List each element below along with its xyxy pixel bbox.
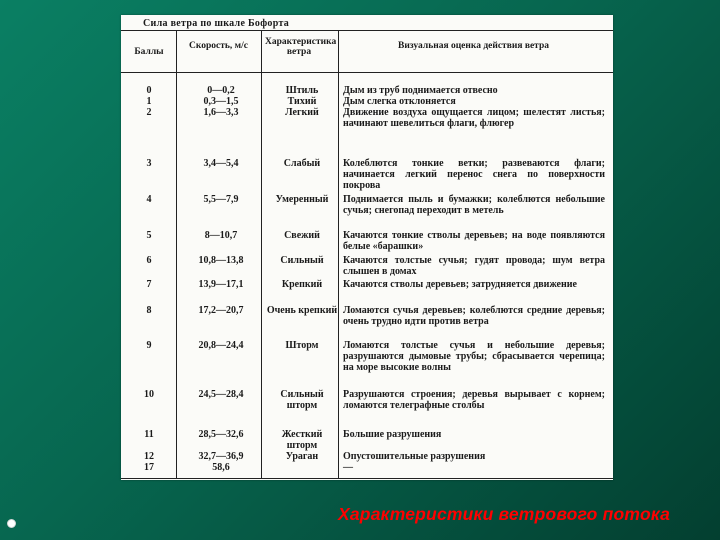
row-speed: 20,8—24,4	[198, 340, 244, 351]
row-description: Поднимается пыль и бумажки; колеблются небольшие сучья; снегопад переходит в метель	[343, 194, 605, 216]
header-characteristic: Характеристика ветра	[265, 37, 337, 57]
row-description: Качаются толстые сучья; гудят провода; шум ветра слышен в домах	[343, 255, 605, 277]
row-description: Качаются тонкие стволы деревьев; на воде появляются белые «барашки»	[343, 230, 605, 252]
table-title: Сила ветра по шкале Бофорта	[143, 18, 290, 29]
beaufort-table-scan	[121, 15, 613, 480]
row-characteristic: Сильный шторм	[280, 389, 324, 411]
row-speed: 13,9—17,1	[198, 279, 244, 290]
row-score: 6	[146, 255, 152, 266]
row-description: Качаются стволы деревьев; затрудняется движение	[343, 279, 577, 290]
row-description: Ломаются сучья деревьев; колеблются средние деревья; очень трудно идти против ветра	[343, 305, 605, 327]
rule-header	[121, 72, 613, 73]
row-characteristic: Крепкий	[281, 279, 323, 290]
row-description: Опустошительные разрушения —	[343, 451, 486, 473]
row-characteristic: Шторм	[285, 340, 319, 351]
row-description: Колеблются тонкие ветки; развеваются флаги; начинается легкий перенос снега по поверхности покрова	[343, 158, 605, 191]
row-score: 9	[146, 340, 152, 351]
row-description: Дым из труб поднимается отвесно Дым слегка отклоняется Движение воздуха ощущается лицом; шелестят листья; начинают шевелиться флаги, флюгер	[343, 85, 605, 129]
row-characteristic: Умеренный	[275, 194, 329, 205]
row-characteristic: Штиль Тихий Легкий	[285, 85, 319, 118]
slide-title: Характеристики ветрового потока	[338, 504, 671, 524]
bullet-icon	[7, 519, 16, 528]
header-speed: Скорость, м/с	[189, 41, 248, 51]
row-description: Большие разрушения	[343, 429, 442, 440]
row-description: Разрушаются строения; деревья вырывает с корнем; ломаются телеграфные столбы	[343, 389, 605, 411]
col-divider-1	[176, 30, 177, 478]
row-speed: 17,2—20,7	[198, 305, 244, 316]
row-score: 10	[144, 389, 154, 400]
row-score: 0 1 2	[146, 85, 152, 118]
row-score: 7	[146, 279, 152, 290]
header-score: Баллы	[134, 47, 164, 57]
rule-top	[121, 30, 613, 31]
row-speed: 8—10,7	[204, 230, 238, 241]
header-description: Визуальная оценка действия ветра	[397, 41, 549, 51]
row-characteristic: Ураган	[285, 451, 319, 462]
rule-bottom	[121, 478, 613, 479]
row-score: 3	[146, 158, 152, 169]
row-characteristic: Очень крепкий	[266, 305, 338, 316]
row-speed: 3,4—5,4	[203, 158, 239, 169]
row-description: Ломаются толстые сучья и небольшие деревья; разрушаются дымовые трубы; сбрасывается черепица; на море высокие волны	[343, 340, 605, 373]
row-speed: 5,5—7,9	[203, 194, 239, 205]
row-score: 4	[146, 194, 152, 205]
row-score: 8	[146, 305, 152, 316]
row-speed: 28,5—32,6	[198, 429, 244, 440]
row-characteristic: Свежий	[284, 230, 320, 241]
row-speed: 10,8—13,8	[198, 255, 244, 266]
row-speed: 24,5—28,4	[198, 389, 244, 400]
row-score: 5	[146, 230, 152, 241]
row-speed: 0—0,2 0,3—1,5 1,6—3,3	[203, 85, 239, 118]
row-characteristic: Сильный	[280, 255, 324, 266]
row-score: 12 17	[144, 451, 154, 473]
row-characteristic: Слабый	[283, 158, 321, 169]
row-characteristic: Жесткий шторм	[281, 429, 323, 451]
row-score: 11	[144, 429, 154, 440]
row-speed: 32,7—36,9 58,6	[198, 451, 244, 473]
col-divider-3	[338, 30, 339, 478]
